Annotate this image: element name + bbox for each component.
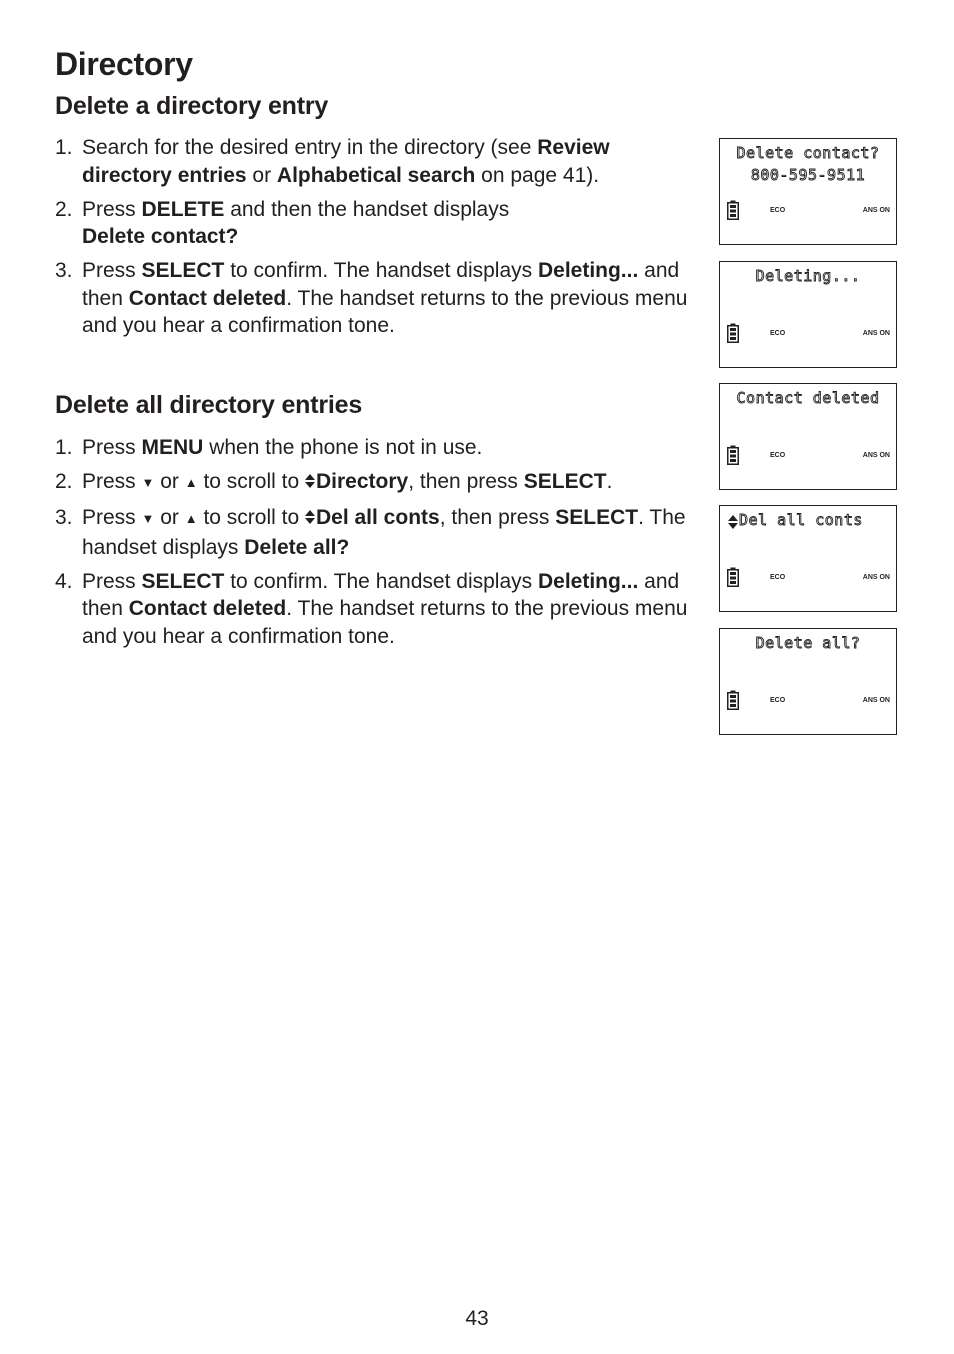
handset-screen-del-all-conts [719, 505, 897, 612]
page-title: Directory [55, 46, 193, 82]
eco-indicator: ECO [770, 330, 786, 337]
list-item: 1. Search for the desired entry in the directory (see Review directory entries or Alphabetical search on page 41). [55, 136, 610, 187]
eco-indicator: ECO [770, 574, 786, 581]
ans-on-indicator: ANS ON [862, 330, 890, 337]
eco-indicator: ECO [770, 207, 786, 214]
page-number: 43 [465, 1307, 489, 1330]
handset-screen-delete-contact [719, 138, 897, 245]
up-down-arrows-icon [305, 509, 315, 525]
ans-on-indicator: ANS ON [862, 697, 890, 704]
down-arrow-icon: ▼ [141, 475, 155, 490]
list-item: 3. Press ▼ or ▲ to scroll to Del all conts, then press SELECT. The handset displays Delete all? [55, 506, 686, 559]
up-arrow-icon: ▲ [184, 511, 198, 526]
down-arrow-icon: ▼ [141, 511, 155, 526]
screen-line-1: Deleting... [755, 267, 861, 285]
eco-indicator: ECO [770, 697, 786, 704]
section-heading-delete-all: Delete all directory entries [55, 391, 363, 419]
list-item: 4. Press SELECT to confirm. The handset displays Deleting... and then Contact deleted. The handset returns to the previous menu and you hear a confirmation tone. [55, 569, 688, 648]
eco-indicator: ECO [770, 452, 786, 459]
battery-icon [727, 690, 739, 710]
screen-line-1: Delete contact? [736, 144, 880, 162]
up-down-arrows-icon [728, 514, 738, 530]
list-item: 1. Press MENU when the phone is not in use. [55, 436, 483, 459]
list-item: 3. Press SELECT to confirm. The handset displays Deleting... and then Contact deleted. The handset returns to the previous menu and you hear a confirmation tone. [55, 259, 688, 337]
battery-icon [727, 567, 739, 587]
screen-line-2: 800-595-9511 [750, 166, 866, 184]
screen-line-1: Del all conts [739, 511, 863, 529]
up-down-arrows-icon [305, 473, 315, 489]
delete-all-steps [55, 434, 705, 657]
ans-on-indicator: ANS ON [862, 207, 890, 214]
section-heading-delete-entry: Delete a directory entry [55, 92, 329, 120]
list-item: 2. Press DELETE and then the handset displays Delete contact? [55, 197, 510, 248]
list-item: 2. Press ▼ or ▲ to scroll to Directory, then press SELECT. [55, 470, 613, 493]
handset-screen-contact-deleted [719, 383, 897, 490]
screen-line-1: Delete all? [755, 634, 861, 652]
screen-line-1: Contact deleted [736, 389, 880, 407]
delete-entry-steps [55, 134, 705, 346]
battery-icon [727, 323, 739, 343]
ans-on-indicator: ANS ON [862, 574, 890, 581]
battery-icon [727, 200, 739, 220]
up-arrow-icon: ▲ [184, 475, 198, 490]
handset-screen-delete-all [719, 628, 897, 735]
handset-screen-deleting [719, 261, 897, 368]
battery-icon [727, 445, 739, 465]
ans-on-indicator: ANS ON [862, 452, 890, 459]
